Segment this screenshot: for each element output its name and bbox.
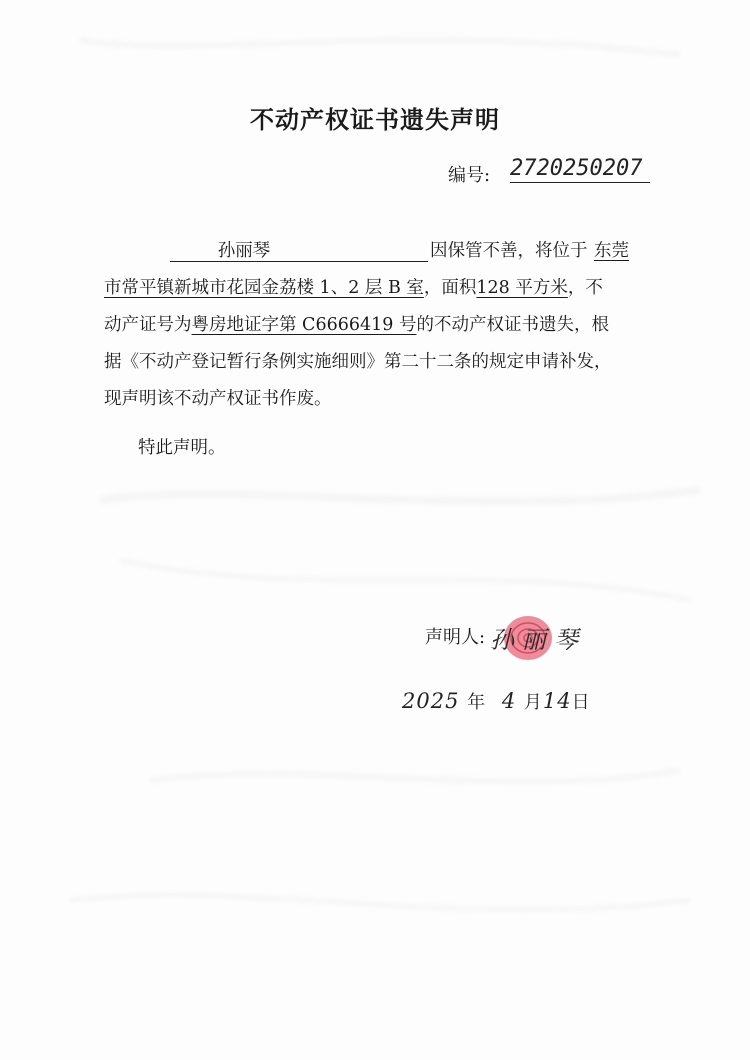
location-part-a: 东莞 xyxy=(594,241,629,261)
date-day-unit: 日 xyxy=(571,692,591,713)
owner-name: 孙丽琴 xyxy=(217,241,271,261)
area-value: 128 平方米 xyxy=(476,278,568,298)
number-label: 编号: xyxy=(448,165,491,186)
area-suffix: ，不 xyxy=(567,278,603,298)
line1-tail: 因保管不善，将位于 xyxy=(430,241,588,261)
certificate-number: 粤房地证字第 C6666419 号 xyxy=(191,315,417,335)
number-value: 2720250207 xyxy=(510,156,650,183)
body-line-4: 据《不动产登记暂行条例实施细则》第二十二条的规定申请补发， xyxy=(104,352,612,372)
handwritten-signature: 孙丽琴 xyxy=(490,626,586,654)
date-day: 14 xyxy=(542,689,572,713)
body-line-3 xyxy=(104,307,609,344)
date-month: 4 xyxy=(501,689,517,713)
line3-prefix: 动产证号为 xyxy=(104,315,192,335)
body-line-5: 现声明该不动产权证书作废。 xyxy=(104,389,332,409)
body-line-2 xyxy=(104,270,603,307)
declarant-label: 声明人: xyxy=(425,627,486,648)
location-part-b: 市常平镇新城市花园金荔楼 1、2 层 B 室 xyxy=(104,278,424,298)
date-year-unit: 年 xyxy=(467,692,487,713)
document-number-row xyxy=(448,158,653,186)
declaration-date xyxy=(402,688,591,714)
date-month-unit: 月 xyxy=(523,692,543,713)
document-title: 不动产权证书遗失声明 xyxy=(250,105,500,134)
owner-name-blank xyxy=(170,233,428,262)
area-prefix: ，面积 xyxy=(423,278,477,298)
line3-suffix: 的不动产权证书遗失，根 xyxy=(416,315,609,335)
date-year: 2025 xyxy=(402,689,460,713)
closing-line: 特此声明。 xyxy=(138,438,226,458)
